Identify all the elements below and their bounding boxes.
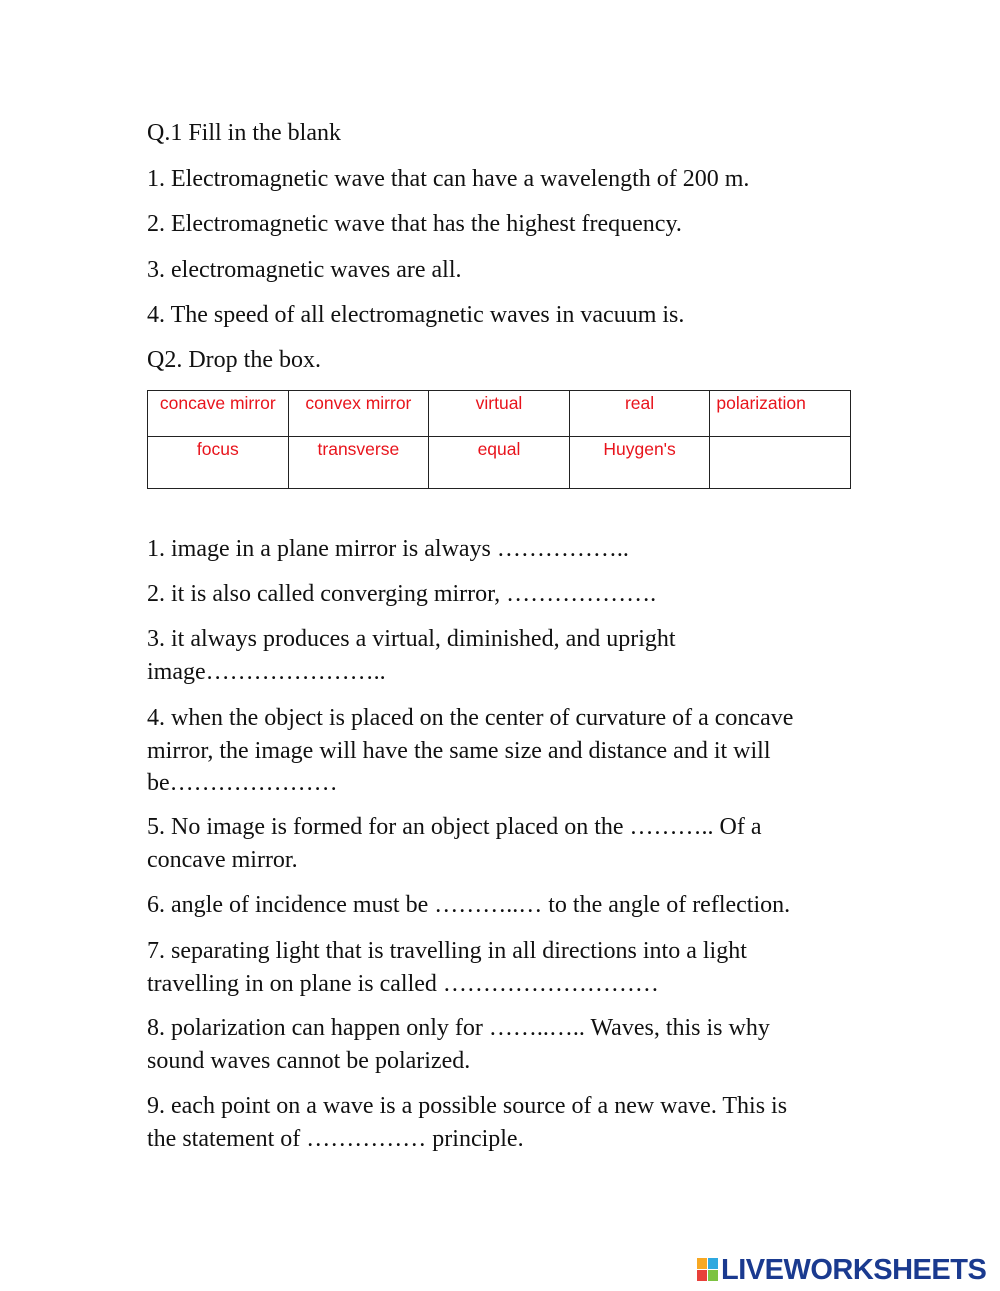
question-line: 8. polarization can happen only for ……..….. Waves, this is why xyxy=(147,1015,770,1041)
logo-block xyxy=(708,1270,718,1281)
question-line: 6. angle of incidence must be ………..… to the angle of reflection. xyxy=(147,892,791,918)
q1-heading: Q.1 Fill in the blank xyxy=(147,120,341,146)
question-line: travelling in on plane is called ……………………… xyxy=(147,970,659,997)
logo-block xyxy=(697,1258,707,1269)
word-bank-cell[interactable]: virtual xyxy=(429,391,570,437)
q2-question-9 xyxy=(147,1090,867,1155)
q2-question-2 xyxy=(147,578,867,611)
word-bank-cell[interactable]: Huygen's xyxy=(569,437,710,489)
q2-question-1 xyxy=(147,533,867,566)
q1-item-3: 3. electromagnetic waves are all. xyxy=(147,257,462,283)
question-line: 2. it is also called converging mirror, ………………. xyxy=(147,581,657,607)
liveworksheets-logo xyxy=(697,1254,986,1286)
q2-question-5 xyxy=(147,811,867,876)
question-line: mirror, the image will have the same size and distance and it will xyxy=(147,737,771,764)
question-line: concave mirror. xyxy=(147,846,298,873)
question-line: be………………… xyxy=(147,770,338,796)
q1-item-4: 4. The speed of all electromagnetic waves in vacuum is. xyxy=(147,302,685,328)
q2-question-8 xyxy=(147,1012,867,1077)
q2-question-6 xyxy=(147,889,867,922)
word-bank-cell-empty[interactable] xyxy=(710,437,851,489)
question-line: 1. image in a plane mirror is always …………….. xyxy=(147,536,629,562)
q2-heading: Q2. Drop the box. xyxy=(147,347,321,373)
q1-item-2: 2. Electromagnetic wave that has the highest frequency. xyxy=(147,211,682,237)
q2-question-3 xyxy=(147,623,867,688)
word-bank-cell[interactable]: convex mirror xyxy=(288,391,429,437)
question-line: 9. each point on a wave is a possible source of a new wave. This is xyxy=(147,1093,788,1119)
logo-text: LIVEWORKSHEETS xyxy=(721,1253,987,1286)
logo-block xyxy=(697,1270,707,1281)
word-bank-cell[interactable]: focus xyxy=(148,437,289,489)
question-line: image………………….. xyxy=(147,658,386,685)
word-bank-cell[interactable]: polarization xyxy=(710,391,851,437)
word-bank-cell[interactable]: transverse xyxy=(288,437,429,489)
q2-question-4 xyxy=(147,702,867,800)
question-line: 3. it always produces a virtual, diminished, and upright xyxy=(147,626,676,652)
word-bank-cell[interactable]: equal xyxy=(429,437,570,489)
q2-question-7 xyxy=(147,935,867,1000)
logo-block xyxy=(708,1258,718,1269)
logo-blocks-icon xyxy=(697,1258,719,1282)
word-bank-table xyxy=(147,390,851,489)
question-line: 4. when the object is placed on the center of curvature of a concave xyxy=(147,705,794,731)
question-line: 7. separating light that is travelling in all directions into a light xyxy=(147,938,747,964)
question-line: the statement of …………… principle. xyxy=(147,1125,524,1152)
word-bank-cell[interactable]: real xyxy=(569,391,710,437)
question-line: sound waves cannot be polarized. xyxy=(147,1047,471,1074)
q1-item-1: 1. Electromagnetic wave that can have a wavelength of 200 m. xyxy=(147,166,750,192)
word-bank-cell[interactable]: concave mirror xyxy=(148,391,289,437)
question-line: 5. No image is formed for an object placed on the ……….. Of a xyxy=(147,814,762,840)
